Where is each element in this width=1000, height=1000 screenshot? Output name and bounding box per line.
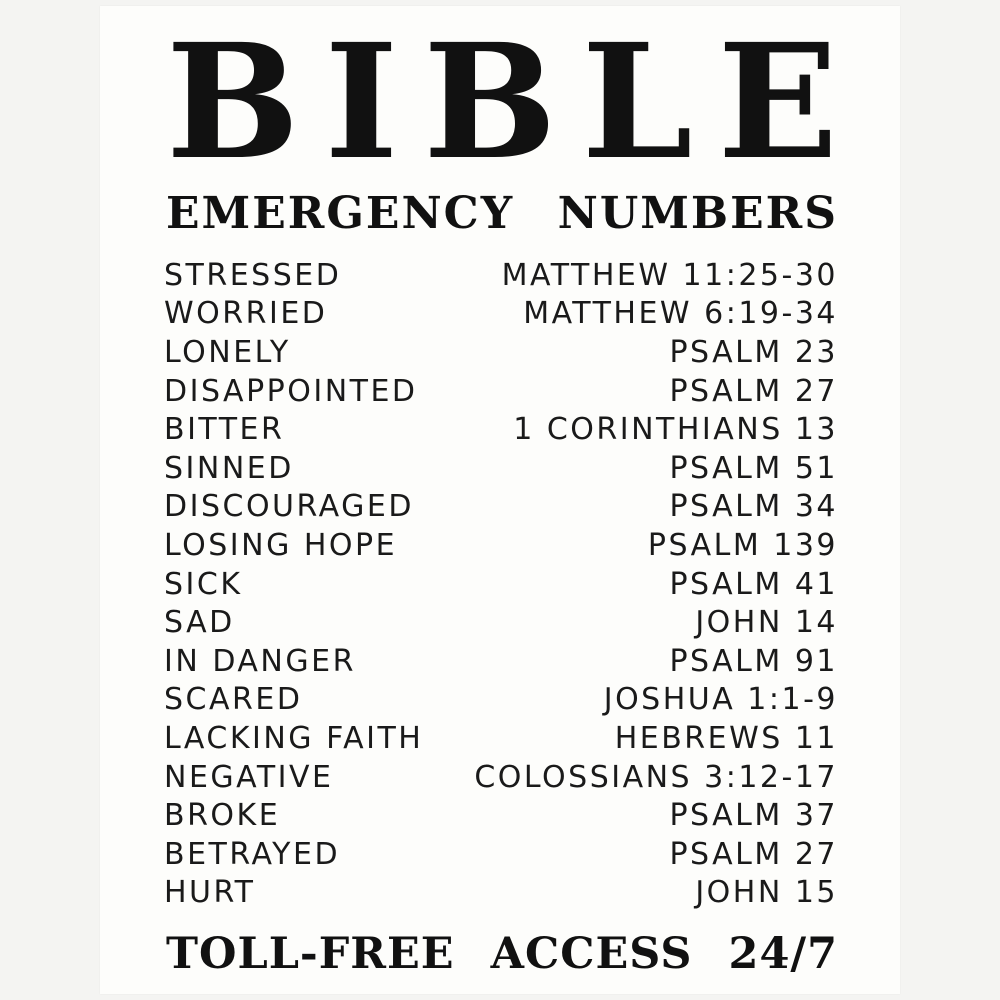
poster-footer: TOLL-FREE ACCESS 24/7: [166, 929, 838, 979]
feeling-label: NEGATIVE: [164, 759, 334, 795]
feeling-label: SAD: [164, 605, 235, 641]
feeling-label: LACKING FAITH: [164, 720, 424, 756]
list-item: [164, 295, 838, 334]
list-item: [164, 642, 838, 681]
feeling-label: STRESSED: [164, 257, 342, 293]
list-item: [164, 526, 838, 565]
title-letter: B: [166, 10, 300, 195]
feeling-label: DISAPPOINTED: [164, 373, 418, 409]
subtitle-word: EMERGENCY: [166, 188, 515, 239]
feeling-label: LONELY: [164, 334, 291, 370]
list-item: [164, 758, 838, 797]
list-item: [164, 488, 838, 527]
feeling-label: WORRIED: [164, 296, 328, 332]
feeling-label: SCARED: [164, 682, 303, 718]
list-item: [164, 681, 838, 720]
scripture-reference: PSALM 27: [669, 836, 838, 872]
scripture-reference: PSALM 139: [647, 527, 838, 563]
scripture-reference: PSALM 41: [669, 566, 838, 602]
scripture-reference: HEBREWS 11: [614, 720, 838, 756]
list-item: [164, 372, 838, 411]
scripture-reference: JOHN 14: [695, 605, 838, 641]
list-item: [164, 796, 838, 835]
poster-subtitle: [166, 188, 838, 240]
feeling-label: DISCOURAGED: [164, 489, 414, 525]
subtitle-word: NUMBERS: [557, 188, 838, 239]
list-item: [164, 449, 838, 488]
list-item: [164, 835, 838, 874]
feeling-label: BETRAYED: [164, 836, 341, 872]
feeling-label: BITTER: [164, 412, 285, 448]
scripture-reference: PSALM 34: [669, 489, 838, 525]
feeling-label: BROKE: [164, 798, 281, 834]
feeling-label: HURT: [164, 875, 256, 911]
list-item: [164, 603, 838, 642]
scripture-reference: PSALM 27: [669, 373, 838, 409]
feeling-label: IN DANGER: [164, 643, 356, 679]
title-letter: L: [581, 10, 693, 195]
scripture-reference: 1 CORINTHIANS 13: [513, 412, 838, 448]
list-item: [164, 719, 838, 758]
title-letter: E: [717, 10, 838, 195]
scripture-reference: JOSHUA 1:1-9: [603, 682, 838, 718]
scripture-reference: PSALM 91: [669, 643, 838, 679]
scripture-reference: PSALM 51: [669, 450, 838, 486]
feeling-label: LOSING HOPE: [164, 527, 398, 563]
feeling-label: SICK: [164, 566, 243, 602]
emergency-list: [164, 256, 838, 912]
scripture-reference: COLOSSIANS 3:12-17: [474, 759, 838, 795]
poster-title: [166, 10, 838, 195]
list-item: [164, 874, 838, 913]
list-item: [164, 565, 838, 604]
feeling-label: SINNED: [164, 450, 294, 486]
list-item: [164, 333, 838, 372]
list-item: [164, 256, 838, 295]
poster: [100, 6, 900, 994]
scripture-reference: PSALM 37: [669, 798, 838, 834]
title-letter: B: [423, 10, 557, 195]
list-item: [164, 410, 838, 449]
scripture-reference: PSALM 23: [669, 334, 838, 370]
title-letter: I: [324, 10, 399, 195]
scripture-reference: JOHN 15: [695, 875, 838, 911]
scripture-reference: MATTHEW 11:25-30: [501, 257, 838, 293]
scripture-reference: MATTHEW 6:19-34: [523, 296, 838, 332]
